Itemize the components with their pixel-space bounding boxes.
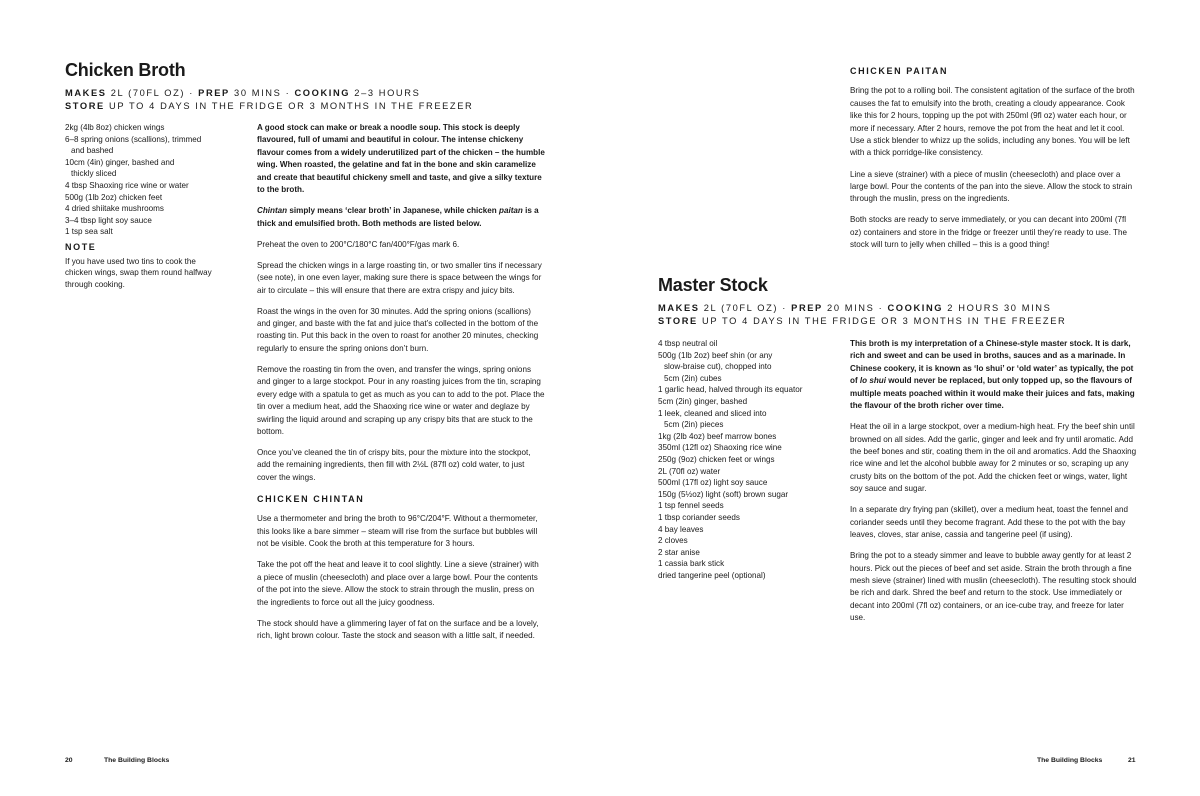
makes-value: 2L (70FL OZ) bbox=[703, 303, 779, 313]
makes-value: 2L (70FL OZ) bbox=[110, 88, 186, 98]
chicken-broth-ingredients bbox=[65, 122, 245, 290]
cooking-value: 2–3 HOURS bbox=[354, 88, 421, 98]
intro-part-b: would never be replaced, but only topped up, so the flavours of multiple meats poached within it would make their juices and fats, making the flavour of the broth richer over time. bbox=[850, 376, 1135, 411]
master-stock-storage bbox=[658, 315, 1066, 328]
right-page-number: 21 bbox=[1128, 757, 1136, 764]
left-page-number: 20 bbox=[65, 757, 73, 764]
store-label: STORE bbox=[65, 101, 105, 111]
lo-shui-term: lo shui bbox=[859, 376, 886, 386]
prep-label: PREP bbox=[791, 303, 823, 313]
makes-label: MAKES bbox=[65, 88, 107, 98]
ingredient-line: 4 bay leaves bbox=[658, 524, 704, 534]
paitan-step: Line a sieve (strainer) with a piece of muslin (cheesecloth) and place over a large bowl. Pour the contents of the pan into the sieve. Allow the stock to strain through the muslin, press on the ingredients. bbox=[850, 169, 1133, 204]
ingredient-line: 1 leek, cleaned and sliced into bbox=[658, 408, 767, 418]
note-line: chicken wings, swap them round halfway bbox=[65, 268, 212, 278]
ingredient-line: 3–4 tbsp light soy sauce bbox=[65, 215, 152, 225]
chicken-broth-intro: A good stock can make or break a noodle soup. This stock is deeply flavoured, full of umami and beautiful in colour. The intense chickeny flavour comes from a widely underutilized part of the chicken – the humble wing. When roasted, the gelatine and fat in the bone and skin caramelize and create that beautiful chickeny smell and taste, and give a silky texture to the broth. bbox=[257, 123, 545, 195]
right-footer-title: The Building Blocks bbox=[1037, 757, 1103, 764]
ingredient-line: 500ml (17fl oz) light soy sauce bbox=[658, 478, 768, 488]
makes-label: MAKES bbox=[658, 303, 700, 313]
chintan-step: Use a thermometer and bring the broth to 96°C/204°F. Without a thermometer, this looks like a bare simmer – steam will rise from the surface but bubbles will not be visible. Cook the broth at this temperature for 3 hours. bbox=[257, 514, 538, 549]
prep-value: 30 MINS bbox=[234, 88, 282, 98]
store-label: STORE bbox=[658, 316, 698, 326]
ingredient-line: 2L (70fl oz) water bbox=[658, 466, 721, 476]
method-step: Heat the oil in a large stockpot, over a medium-high heat. Fry the beef shin until browned on all sides. Add the garlic, ginger and leek and fry until aromatic. Add the beef bones and stir, coating them in the oil and aromatics. Add the Shaoxing rice wine and let the alcohol bubble away for 2 minutes or so, scraping up any crusty bits on the bottom of the pot. Add the chicken feet or wings, water, light soy sauce and sugar. bbox=[850, 422, 1137, 494]
chintan-mid: simply means ‘clear broth’ in Japanese, while chicken bbox=[289, 206, 497, 216]
ingredient-line: 2kg (4lb 8oz) chicken wings bbox=[65, 123, 165, 132]
ingredient-line: 1 tbsp coriander seeds bbox=[658, 512, 740, 522]
chintan-step: The stock should have a glimmering layer of fat on the surface and be a lovely, rich, light brown colour. Taste the stock and season with a little salt, if needed. bbox=[257, 618, 539, 640]
store-value: UP TO 4 DAYS IN THE FRIDGE OR 3 MONTHS IN THE FREEZER bbox=[702, 316, 1067, 326]
paitan-step: Both stocks are ready to serve immediately, or you can decant into 200ml (7fl oz) containers and store in the fridge or freezer until they’re ready to use. The stock will turn to jelly when chilled – this is a good thing! bbox=[850, 215, 1127, 250]
chicken-broth-storage bbox=[65, 100, 473, 113]
ingredient-line: 250g (9oz) chicken feet or wings bbox=[658, 454, 775, 464]
ingredient-line: 4 dried shiitake mushrooms bbox=[65, 204, 164, 214]
ingredient-line: 1 tsp sea salt bbox=[65, 227, 113, 237]
method-step: Spread the chicken wings in a large roasting tin, or two smaller tins if necessary (see note), in one even layer, making sure there is space between the wings for air to circulate – this will ensure that there are extra crispy and juicy bits. bbox=[257, 260, 542, 295]
method-step: Bring the pot to a steady simmer and leave to bubble away gently for at least 2 hours. Pick out the pieces of beef and set aside. Strain the broth through a fine mesh sieve (strainer) lined with muslin (cheesecloth). The resulting stock should be rich and dark. Shred the beef and return to the stock. Use immediately or decant into 200ml (7fl oz) containers, or an ice-cube tray, and freeze for later use. bbox=[850, 551, 1137, 623]
master-stock-intro bbox=[850, 338, 1138, 412]
chintan-word: Chintan bbox=[257, 206, 288, 216]
cooking-label: COOKING bbox=[887, 303, 944, 313]
chicken-broth-method bbox=[257, 122, 545, 651]
cooking-label: COOKING bbox=[294, 88, 351, 98]
chicken-paitan-section bbox=[850, 65, 1138, 260]
ingredient-line: 4 tbsp neutral oil bbox=[658, 339, 718, 348]
ingredient-line: 1kg (2lb 4oz) beef marrow bones bbox=[658, 431, 777, 441]
ingredient-line: 5cm (2in) ginger, bashed bbox=[658, 396, 748, 406]
ingredient-line: 1 cassia bark stick bbox=[658, 559, 725, 569]
ingredient-line: 4 tbsp Shaoxing rice wine or water bbox=[65, 180, 189, 190]
method-step: Preheat the oven to 200°C/180°C fan/400°F/gas mark 6. bbox=[257, 239, 460, 249]
intro-part-a: This broth is my interpretation of a Chinese-style master stock. It is dark, rich and sweet and can be used in broths, sauces and as a marinade. In Chinese cookery, it is known as ‘lo shui’ or ‘old water’ as typically, the pot of bbox=[850, 339, 1134, 386]
chintan-end: is a thick and emulsified broth. Both methods are listed below. bbox=[257, 206, 539, 228]
note-line: through cooking. bbox=[65, 279, 125, 289]
ingredient-line: 1 garlic head, halved through its equator bbox=[658, 385, 803, 395]
chintan-paitan-note bbox=[257, 205, 545, 230]
ingredient-line: 1 tsp fennel seeds bbox=[658, 501, 724, 511]
ingredient-line: 10cm (4in) ginger, bashed and bbox=[65, 157, 175, 167]
ingredient-line: 500g (1lb 2oz) beef shin (or any bbox=[658, 350, 773, 360]
chicken-broth-title: Chicken Broth bbox=[65, 60, 186, 80]
ingredient-line: 500g (1lb 2oz) chicken feet bbox=[65, 192, 163, 202]
master-stock-method bbox=[850, 338, 1138, 633]
chicken-paitan-heading: CHICKEN PAITAN bbox=[850, 66, 949, 76]
method-step: In a separate dry frying pan (skillet), over a medium heat, toast the fennel and coriander seeds until they become fragrant. Add these to the pot with the bay leaves, cloves, star anise, cassia and tangerine peel (if using). bbox=[850, 505, 1129, 540]
note-heading: NOTE bbox=[65, 241, 97, 252]
master-stock-yield: MAKES 2L (70FL OZ) · PREP 20 MINS · COOKING 2 HOURS 30 MINS bbox=[658, 303, 1052, 313]
method-step: Once you’ve cleaned the tin of crispy bits, pour the mixture into the stockpot, add the remaining ingredients, then fill with 2½L (87fl oz) cold water, to just cover the wings. bbox=[257, 448, 531, 482]
ingredient-line: 350ml (12fl oz) Shaoxing rice wine bbox=[658, 443, 782, 453]
ingredient-line: dried tangerine peel (optional) bbox=[658, 570, 766, 580]
cooking-value: 2 HOURS 30 MINS bbox=[947, 303, 1052, 313]
chicken-broth-yield: MAKES 2L (70FL OZ) · PREP 30 MINS · COOKING 2–3 HOURS bbox=[65, 88, 421, 98]
ingredient-line: thickly sliced bbox=[71, 169, 117, 179]
prep-value: 20 MINS bbox=[827, 303, 875, 313]
ingredient-line: 6–8 spring onions (scallions), trimmed bbox=[65, 134, 202, 144]
note-line: If you have used two tins to cook the bbox=[65, 256, 196, 266]
master-stock-title: Master Stock bbox=[658, 275, 768, 295]
method-step: Remove the roasting tin from the oven, and transfer the wings, spring onions and ginger to a large stockpot. Pour in any roasting juices from the tin, scraping every edge with a spatula to get as much as you can to add to the pot. Place the tin over a medium heat, add the Shaoxing rice wine or water and deglaze by swirling the liquid around and scraping up any crispy bits that are stuck to the bottom. bbox=[257, 364, 545, 436]
ingredient-line: 5cm (2in) pieces bbox=[664, 420, 724, 430]
prep-label: PREP bbox=[198, 88, 230, 98]
method-step: Roast the wings in the oven for 30 minutes. Add the spring onions (scallions) and ginger, and baste with the fat and juice that’s collected in the bottom of the roasting tin. Put this back in the oven to roast for another 20 minutes, checking regularly to ensure the spring onions don’t burn. bbox=[257, 306, 539, 353]
ingredient-line: slow-braise cut), chopped into bbox=[664, 362, 772, 372]
chicken-chintan-heading: CHICKEN CHINTAN bbox=[257, 493, 365, 504]
chintan-step: Take the pot off the heat and leave it to cool slightly. Line a sieve (strainer) with a piece of muslin (cheesecloth) and place over a large bowl. Pour the contents of the pot into the sieve. Allow the stock to strain through the muslin, press on the ingredients to force out all the juicy goodness. bbox=[257, 560, 539, 607]
paitan-step: Bring the pot to a rolling boil. The consistent agitation of the surface of the broth causes the fat to emulsify into the broth, creating a cloudy appearance. Cook like this for 2 hours, topping up the pot with 250ml (9fl oz) water each hour, or more if necessary. After 2 hours, remove the pot from the heat and let it cool. Use a stick blender to whizz up the solids, including any bones. You will be left with a thick porridge-like consistency. bbox=[850, 86, 1135, 158]
ingredient-line: 2 star anise bbox=[658, 547, 700, 557]
store-value: UP TO 4 DAYS IN THE FRIDGE OR 3 MONTHS IN THE FREEZER bbox=[109, 101, 474, 111]
ingredient-line: 5cm (2in) cubes bbox=[664, 373, 722, 383]
ingredient-line: 150g (5½oz) light (soft) brown sugar bbox=[658, 489, 789, 499]
master-stock-ingredients bbox=[658, 338, 844, 581]
ingredient-line: and bashed bbox=[71, 146, 114, 156]
ingredient-line: 2 cloves bbox=[658, 536, 688, 546]
paitan-word: paitan bbox=[499, 206, 523, 216]
left-footer-title: The Building Blocks bbox=[104, 757, 170, 764]
